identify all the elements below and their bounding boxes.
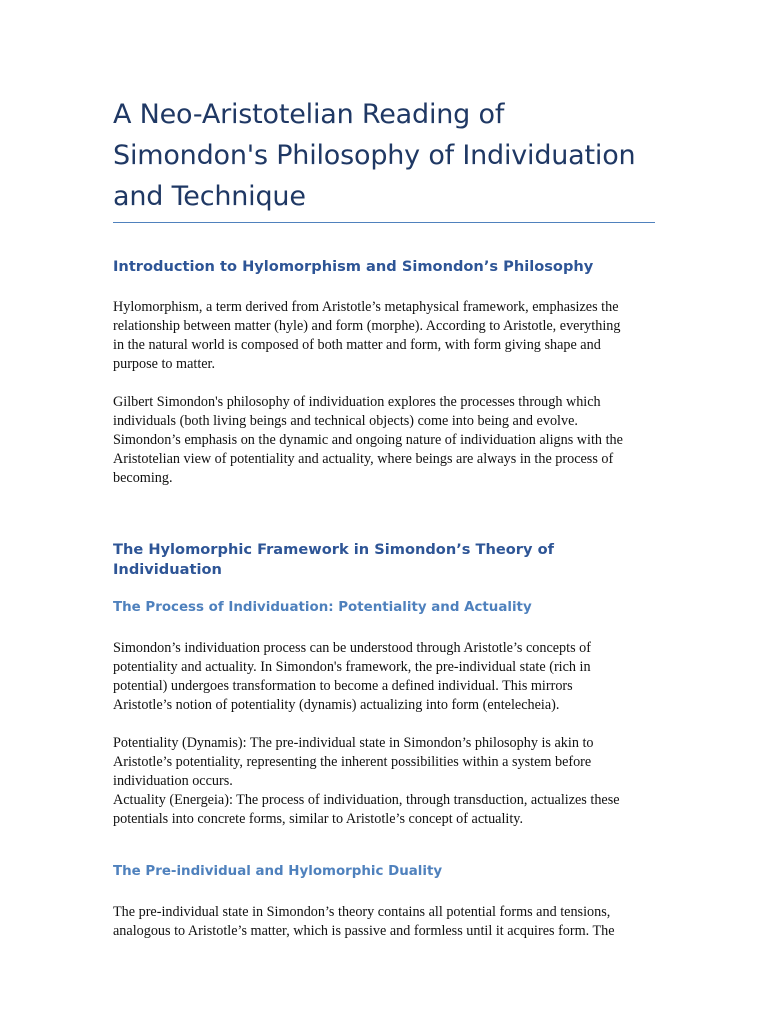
text-line: Aristotelian view of potentiality and actuality, where beings are always in the process of bbox=[113, 451, 614, 467]
title-divider bbox=[113, 222, 655, 223]
text-line: Hylomorphism, a term derived from Aristotle’s metaphysical framework, emphasizes the bbox=[113, 299, 619, 315]
text-line: individuation occurs. bbox=[113, 773, 233, 789]
subsection-heading-process: The Process of Individuation: Potentiality and Actuality bbox=[113, 600, 532, 615]
document-body bbox=[113, 94, 655, 941]
text-line: in the natural world is composed of both matter and form, with form giving shape and bbox=[113, 337, 601, 353]
title-line: Simondon's Philosophy of Individuation bbox=[113, 140, 636, 171]
text-line: individuals (both living beings and technical objects) come into being and evolve. bbox=[113, 413, 578, 429]
text-line: potential) undergoes transformation to become a defined individual. This mirrors bbox=[113, 678, 573, 694]
text-line: Simondon’s emphasis on the dynamic and ongoing nature of individuation aligns with the bbox=[113, 432, 623, 448]
text-line: The pre-individual state in Simondon’s theory contains all potential forms and tensions, bbox=[113, 904, 611, 920]
text-line: Potentiality (Dynamis): The pre-individual state in Simondon’s philosophy is akin to bbox=[113, 735, 594, 751]
paragraph-hylomorphism bbox=[113, 298, 655, 374]
text-line: Gilbert Simondon's philosophy of individuation explores the processes through which bbox=[113, 394, 601, 410]
paragraph-pre-individual bbox=[113, 903, 655, 941]
subsection-heading-pre-individual: The Pre-individual and Hylomorphic Duality bbox=[113, 864, 443, 879]
title-line: A Neo-Aristotelian Reading of bbox=[113, 99, 505, 130]
text-line: purpose to matter. bbox=[113, 356, 216, 372]
paragraph-potentiality-actuality bbox=[113, 734, 655, 829]
text-line: relationship between matter (hyle) and form (morphe). According to Aristotle, everything bbox=[113, 318, 621, 334]
text-line: becoming. bbox=[113, 470, 173, 486]
title-line: and Technique bbox=[113, 181, 306, 212]
text-line: potentials into concrete forms, similar to Aristotle’s concept of actuality. bbox=[113, 811, 524, 827]
text-line: Aristotle’s notion of potentiality (dynamis) actualizing into form (entelecheia). bbox=[113, 697, 560, 713]
text-line: potentiality and actuality. In Simondon's framework, the pre-individual state (rich in bbox=[113, 659, 591, 675]
section-heading-introduction: Introduction to Hylomorphism and Simondon’s Philosophy bbox=[113, 258, 594, 275]
paragraph-individuation-process bbox=[113, 639, 655, 715]
document-title bbox=[113, 94, 655, 217]
text-line: Actuality (Energeia): The process of individuation, through transduction, actualizes these bbox=[113, 792, 620, 808]
text-line: analogous to Aristotle’s matter, which is passive and formless until it acquires form. The bbox=[113, 923, 615, 939]
text-line: Simondon’s individuation process can be understood through Aristotle’s concepts of bbox=[113, 640, 591, 656]
section-heading-hylomorphic-framework: The Hylomorphic Framework in Simondon’s Theory of Individuation bbox=[113, 541, 554, 578]
paragraph-simondon bbox=[113, 393, 655, 488]
text-line: Aristotle’s potentiality, representing the inherent possibilities within a system before bbox=[113, 754, 592, 770]
